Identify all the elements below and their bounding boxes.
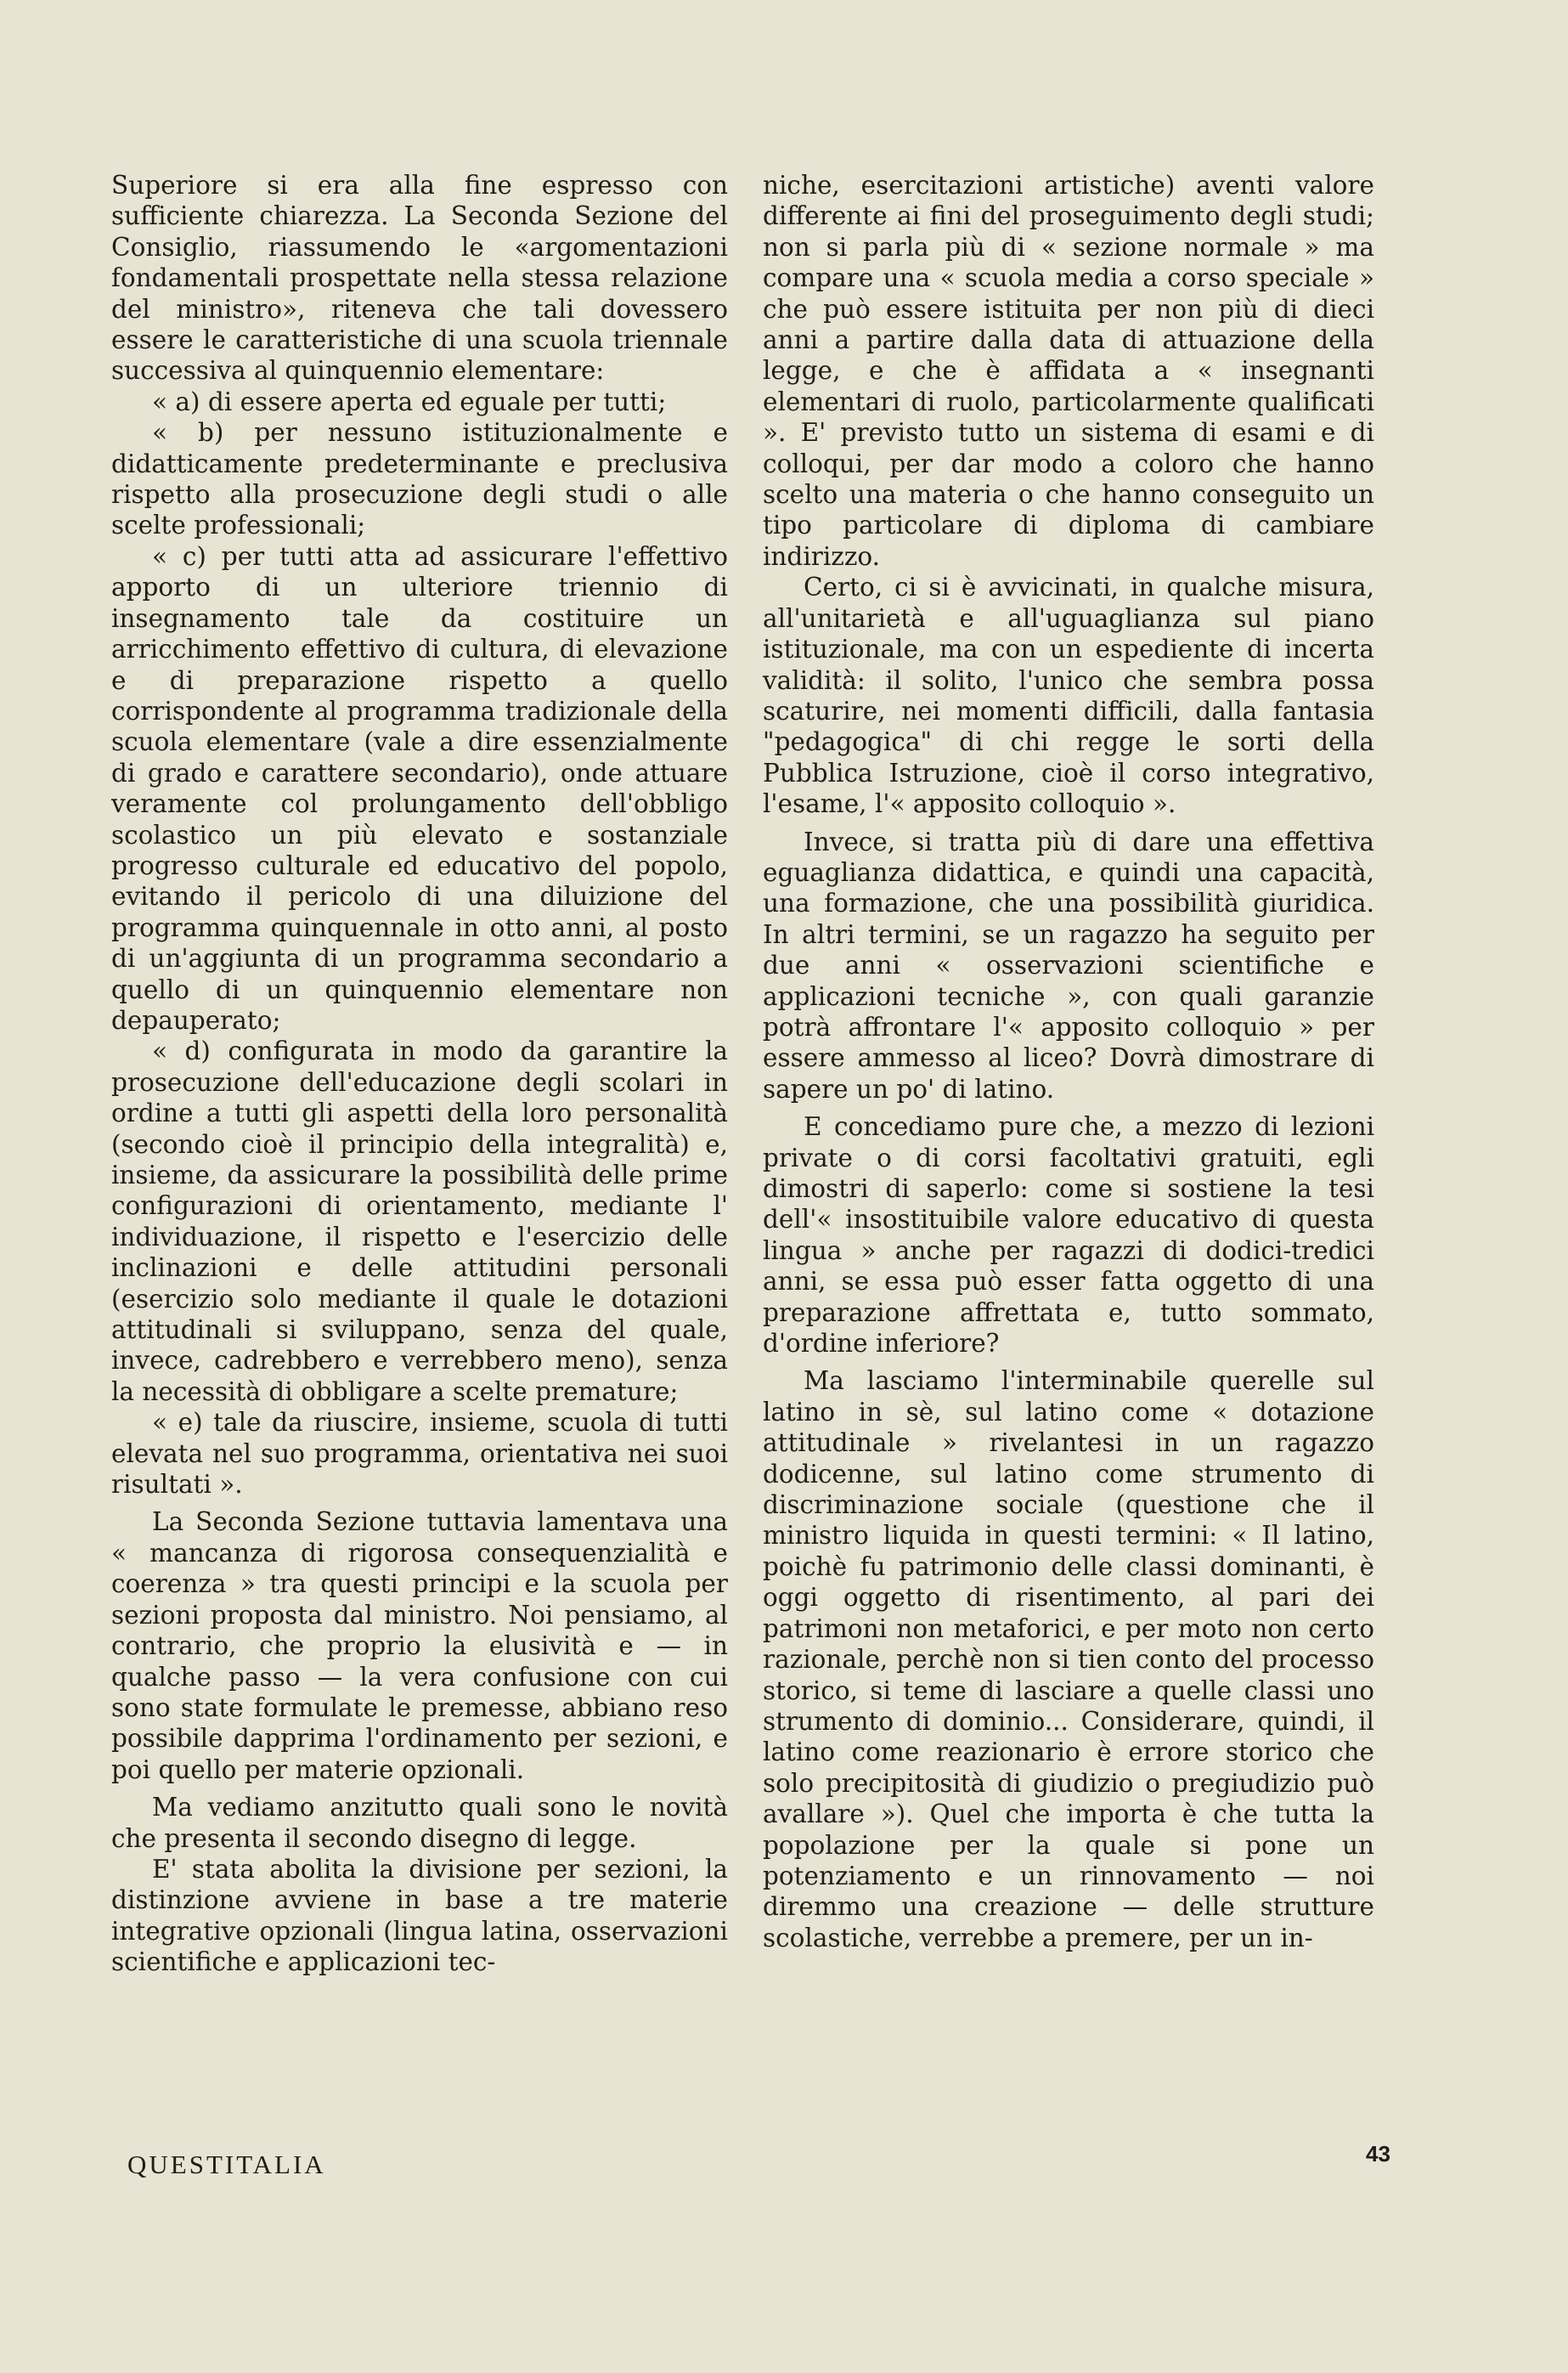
publication-title: QUESTITALIA [127,2150,326,2179]
paragraph: « a) di essere aperta ed eguale per tutti; [152,387,667,416]
paragraph: « e) tale da riuscire, insieme, scuola di tutti elevata nel suo programma, orientativa nei suoi risultati ». [111,1408,728,1500]
page-number: 43 [1366,2141,1390,2167]
paragraph: niche, esercitazioni artistiche) aventi valore differente ai fini del proseguimento degli studi; non si parla più di « sezione normale » ma compare una « scuola media a corso speciale » che può essere istituita per non più di dieci anni a partire dalla data di attuazione della legge, e che è affidata a « insegnanti elementari di ruolo, particolarmente qualificati ». E' previsto tutto un sistema di esami e di colloqui, per dar modo a coloro che hanno scelto una materia o che hanno conseguito un tipo particolare di diploma di cambiare indirizzo. [763,171,1374,571]
left-column [111,170,728,1978]
paragraph: La Seconda Sezione tuttavia lamentava una « mancanza di rigorosa consequenzialità e coerenza » tra questi principi e la scuola per sezioni proposta dal ministro. Noi pensiamo, al contrario, che proprio la elusività e — in qualche passo — la vera confusione con cui sono state formulate le premesse, abbiano reso possibile dapprima l'ordinamento per sezioni, e poi quello per materie opzionali. [111,1507,728,1784]
right-column [763,170,1374,1953]
paragraph: Superiore si era alla fine espresso con sufficiente chiarezza. La Seconda Sezione del Consiglio, riassumendo le «argomentazioni fondamentali prospettate nella stessa relazione del ministro», riteneva che tali dovessero essere le caratteristiche di una scuola triennale successiva al quinquennio elementare: [111,171,728,386]
paragraph: Certo, ci si è avvicinati, in qualche misura, all'unitarietà e all'uguaglianza sul piano istituzionale, ma con un espediente di incerta validità: il solito, l'unico che sembra possa scaturire, nei momenti difficili, dalla fantasia "pedagogica" di chi regge le sorti della Pubblica Istruzione, cioè il corso integrativo, l'esame, l'« apposito colloquio ». [763,573,1374,819]
paragraph: E' stata abolita la divisione per sezioni, la distinzione avviene in base a tre materie integrative opzionali (lingua latina, osservazioni scientifiche e applicazioni tec- [111,1854,728,1977]
paragraph: « b) per nessuno istituzionalmente e didatticamente predeterminante e preclusiva rispetto alla prosecuzione degli studi o alle scelte professionali; [111,418,728,540]
paragraph: Ma vediamo anzitutto quali sono le novità che presenta il secondo disegno di legge. [111,1793,728,1853]
paragraph: E concediamo pure che, a mezzo di lezioni private o di corsi facoltativi gratuiti, egli dimostri di saperlo: come si sostiene la tesi dell'« insostituibile valore educativo di questa lingua » anche per ragazzi di dodici-tredici anni, se essa può esser fatta oggetto di una preparazione affrettata e, tutto sommato, d'ordine inferiore? [763,1112,1374,1359]
paragraph: « c) per tutti atta ad assicurare l'effettivo apporto di un ulteriore triennio di insegnamento tale da costituire un arricchimento effettivo di cultura, di elevazione e di preparazione rispetto a quello corrispondente al programma tradizionale della scuola elementare (vale a dire essenzialmente di grado e carattere secondario), onde attuare veramente col prolungamento dell'obbligo scolastico un più elevato e sostanziale progresso culturale ed educativo del popolo, evitando il pericolo di una diluizione del programma quinquennale in otto anni, al posto di un'aggiunta di un programma secondario a quello di un quinquennio elementare non depauperato; [111,541,728,1035]
paragraph: Invece, si tratta più di dare una effettiva eguaglianza didattica, e quindi una capacità, una formazione, che una possibilità giuridica. In altri termini, se un ragazzo ha seguito per due anni « osservazioni scientifiche e applicazioni tecniche », con quali garanzie potrà affrontare l'« apposito colloquio » per essere ammesso al liceo? Dovrà dimostrare di sapere un po' di latino. [763,827,1374,1104]
paragraph: Ma lasciamo l'interminabile querelle sul latino in sè, sul latino come « dotazione attitudinale » rivelantesi in un ragazzo dodicenne, sul latino come strumento di discriminazione sociale (questione che il ministro liquida in questi termini: « Il latino, poichè fu patrimonio delle classi dominanti, è oggi oggetto di risentimento, al pari dei patrimoni non metaforici, e per moto non certo razionale, perchè non si tien conto del processo storico, si teme di lasciare a quelle classi uno strumento di dominio... Considerare, quindi, il latino come reazionario è errore storico che solo precipitosità di giudizio o pregiudizio può avallare »). Quel che importa è che tutta la popolazione per la quale si pone un potenziamento e un rinnovamento — noi diremmo una creazione — delle strutture scolastiche, verrebbe a premere, per un in- [763,1366,1374,1952]
paragraph: « d) configurata in modo da garantire la prosecuzione dell'educazione degli scolari in ordine a tutti gli aspetti della loro personalità (secondo cioè il principio della integralità) e, insieme, da assicurare la possibilità delle prime configurazioni di orientamento, mediante l' individuazione, il rispetto e l'esercizio delle inclinazioni e delle attitudini personali (esercizio solo mediante il quale le dotazioni attitudinali si sviluppano, senza del quale, invece, cadrebbero e verrebbero meno), senza la necessità di obbligare a scelte premature; [111,1037,728,1406]
